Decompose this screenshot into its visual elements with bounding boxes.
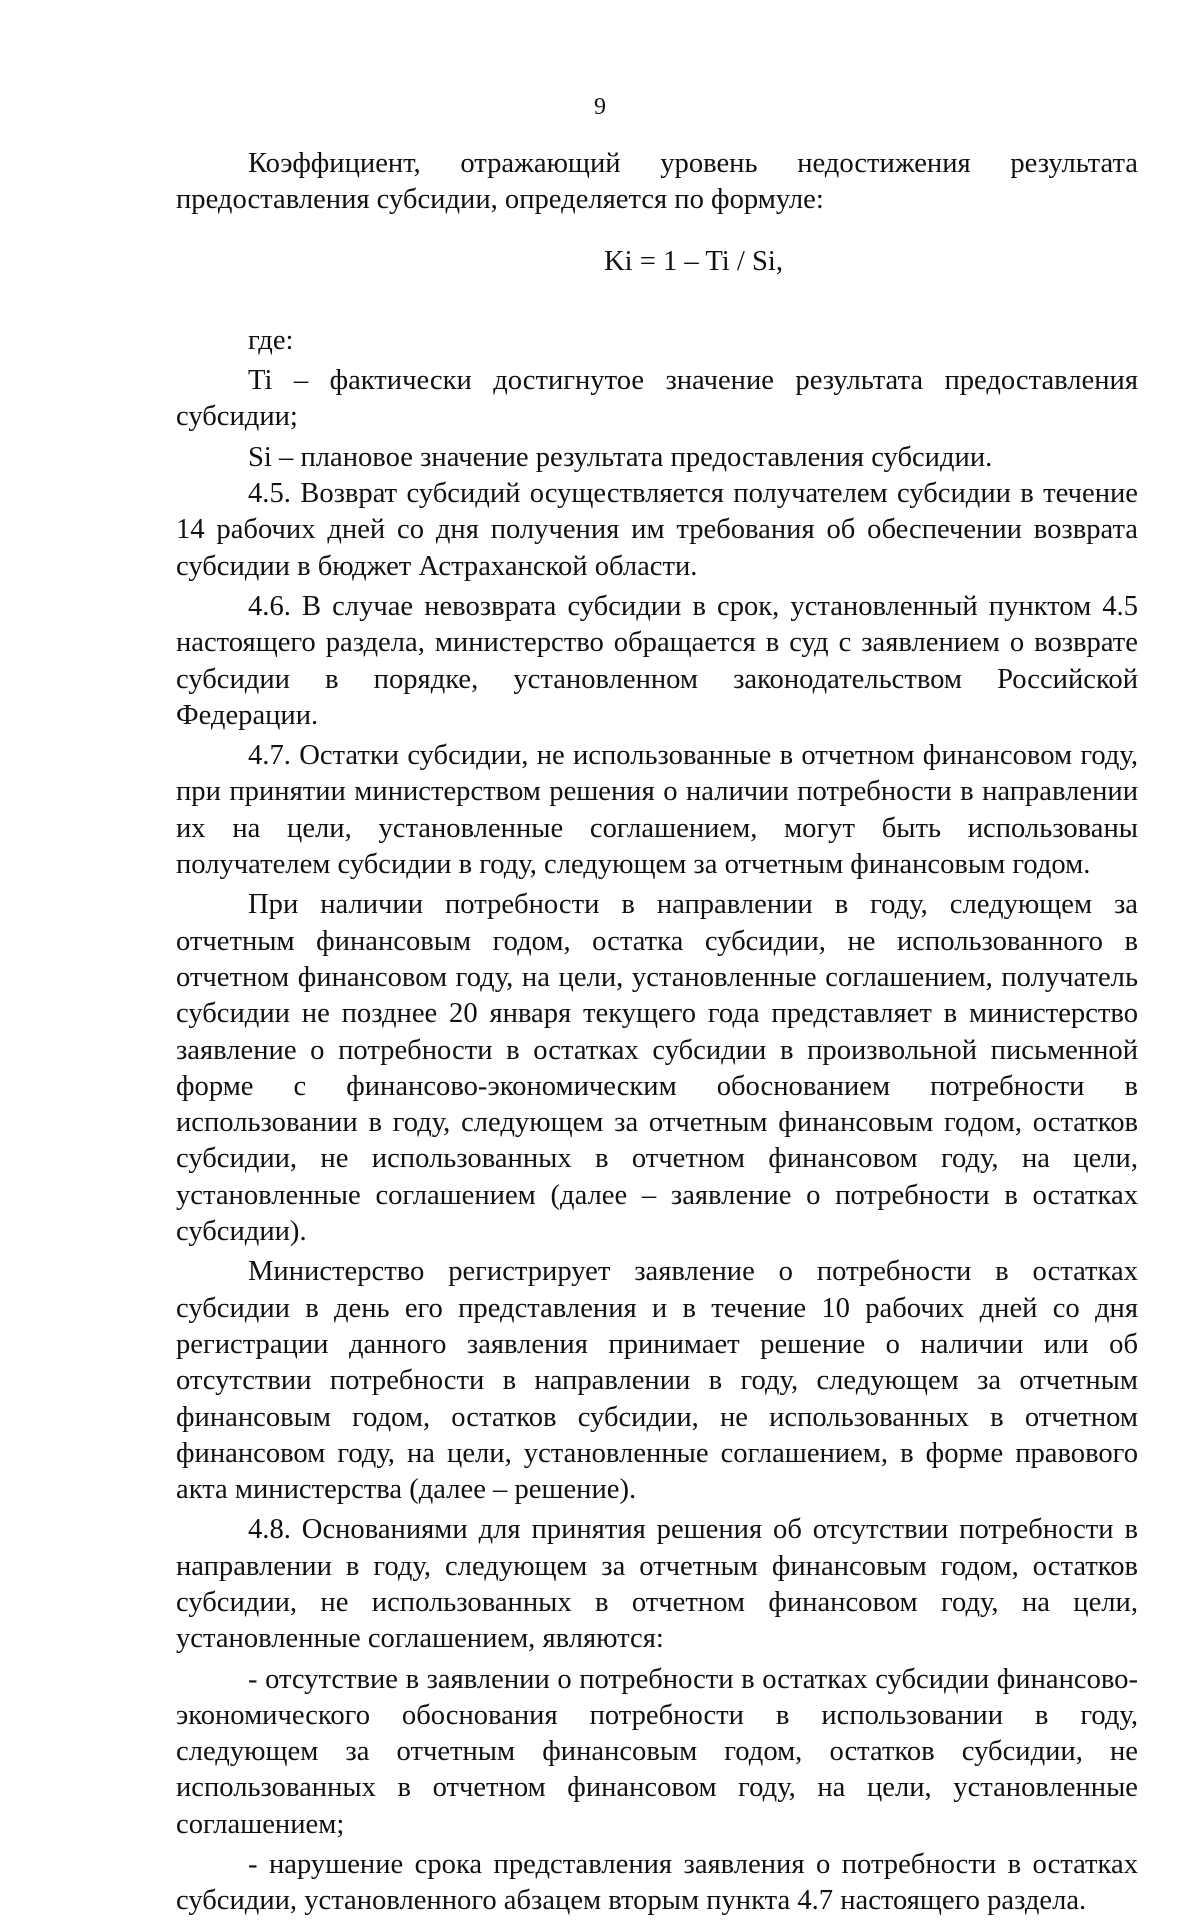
paragraph-4-5: 4.5. Возврат субсидий осуществляется получателем субсидии в течение 14 рабочих дней со дня получения им требования об обеспечении возврата субсидии в бюджет Астраханской области.: [176, 478, 1138, 582]
formula: Ki = 1 – Ti / Si,: [603, 245, 783, 277]
paragraph-where: где:: [248, 324, 294, 356]
paragraph-4-8: 4.8. Основаниями для принятия решения об отсутствии потребности в направлении в году, следующем за отчетным финансовым годом, остатков субсидии, не использованных в отчетном финансовом году, на цели, установленные соглашением, являются:: [176, 1514, 1138, 1655]
paragraph-4-6: 4.6. В случае невозврата субсидии в срок, установленный пунктом 4.5 настоящего раздела, министерство обращается в суд с заявлением о возврате субсидии в порядке, установленном законодательством Российской Федерации.: [176, 590, 1138, 731]
document-body: [176, 146, 1138, 1920]
paragraph-4-7: 4.7. Остатки субсидии, не использованные в отчетном финансовом году, при принятии министерством решения о наличии потребности в направлении их на цели, установленные соглашением, могут быть использованы получателем субсидии в году, следующем за отчетным финансовым годом.: [176, 740, 1138, 881]
paragraph-4-8-item-2: - нарушение срока представления заявления о потребности в остатках субсидии, установленного абзацем вторым пункта 4.7 настоящего раздела.: [176, 1849, 1138, 1917]
paragraph-si-definition: Si – плановое значение результата предоставления субсидии.: [248, 441, 993, 473]
paragraph-coefficient-intro: Коэффициент, отражающий уровень недостижения результата предоставления субсидии, определяется по формуле:: [176, 148, 1138, 216]
paragraph-4-7-third: Министерство регистрирует заявление о потребности в остатках субсидии в день его представления и в течение 10 рабочих дней со дня регистрации данного заявления принимает решение о наличии или об отсутствии потребности в направлении в году, следующем за отчетным финансовым годом, остатков субсидии, не использованных в отчетном финансовом году, на цели, установленные соглашением, в форме правового акта министерства (далее – решение).: [176, 1256, 1138, 1506]
paragraph-ti-definition: Ti – фактически достигнутое значение результата предоставления субсидии;: [176, 365, 1138, 433]
paragraph-4-8-item-1: - отсутствие в заявлении о потребности в остатках субсидии финансово-экономического обоснования потребности в использовании в году, следующем за отчетным финансовым годом, остатков субсидии, не использованных в отчетном финансовом году, на цели, установленные соглашением;: [176, 1663, 1138, 1840]
paragraph-4-7-second: При наличии потребности в направлении в году, следующем за отчетным финансовым годом, остатка субсидии, не использованного в отчетном финансовом году, на цели, установленные соглашением, получатель субсидии не позднее 20 января текущего года представляет в министерство заявление о потребности в остатках субсидии в произвольной письменной форме с финансово-экономическим обоснованием потребности в использовании в году, следующем за отчетным финансовым годом, остатков субсидии, не использованных в отчетном финансовом году, на цели, установленные соглашением (далее – заявление о потребности в остатках субсидии).: [176, 889, 1138, 1248]
page-number: 9: [594, 94, 606, 120]
